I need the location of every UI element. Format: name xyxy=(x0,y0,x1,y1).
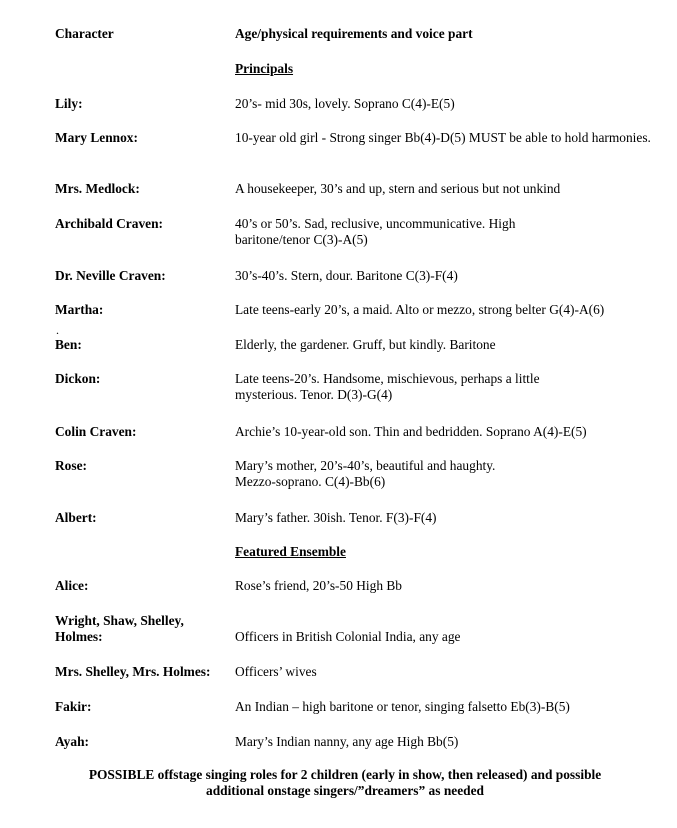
role-name: Dickon: xyxy=(55,371,101,386)
role-description: 10-year old girl - Strong singer Bb(4)-D(5) MUST be able to hold harmonies. xyxy=(235,130,651,145)
role-description: 30’s-40’s. Stern, dour. Baritone C(3)-F(4) xyxy=(235,268,458,283)
role-description: 40’s or 50’s. Sad, reclusive, uncommunicative. High baritone/tenor C(3)-A(5) xyxy=(235,216,516,247)
role-description: Rose’s friend, 20’s-50 High Bb xyxy=(235,578,403,593)
role-name: Lily: xyxy=(55,96,83,111)
role-name: Dr. Neville Craven: xyxy=(55,268,166,283)
header-requirements: Age/physical requirements and voice part xyxy=(235,26,473,41)
role-name: Ben: xyxy=(55,337,82,352)
role-name: Alice: xyxy=(55,578,89,593)
section-featured-ensemble: Featured Ensemble xyxy=(235,544,346,559)
role-name: Albert: xyxy=(55,510,97,525)
role-name: Rose: xyxy=(55,458,87,473)
role-name-line: Wright, Shaw, Shelley, xyxy=(55,613,184,628)
role-description-line: Mary’s mother, 20’s-40’s, beautiful and haughty. xyxy=(235,458,496,473)
role-name: Mrs. Shelley, Mrs. Holmes: xyxy=(55,664,211,679)
role-description xyxy=(235,458,655,490)
role-description: Mary’s Indian nanny, any age High Bb(5) xyxy=(235,734,459,749)
role-name: Mrs. Medlock: xyxy=(55,181,140,196)
role-description-line: Mezzo-soprano. C(4)-Bb(6) xyxy=(235,474,386,489)
role-name: Colin Craven: xyxy=(55,424,137,439)
role-name: Archibald Craven: xyxy=(55,216,163,231)
stray-dot: . xyxy=(56,323,59,337)
role-name: Fakir: xyxy=(55,699,92,714)
role-description: Elderly, the gardener. Gruff, but kindly. Baritone xyxy=(235,337,496,352)
role-name: Ayah: xyxy=(55,734,89,749)
header-character: Character xyxy=(55,26,114,41)
role-name: Martha: xyxy=(55,302,104,317)
role-description: Mary’s father. 30ish. Tenor. F(3)-F(4) xyxy=(235,510,437,525)
footer-note-line: POSSIBLE offstage singing roles for 2 children (early in show, then released) and possible xyxy=(88,767,602,782)
section-principals: Principals xyxy=(235,61,294,76)
role-description: An Indian – high baritone or tenor, singing falsetto Eb(3)-B(5) xyxy=(235,699,570,714)
role-description: 20’s- mid 30s, lovely. Soprano C(4)-E(5) xyxy=(235,96,455,111)
role-description: Officers’ wives xyxy=(235,664,317,679)
role-name xyxy=(55,613,233,645)
role-description: Late teens-early 20’s, a maid. Alto or mezzo, strong belter G(4)-A(6) xyxy=(235,302,605,317)
role-description: A housekeeper, 30’s and up, stern and serious but not unkind xyxy=(235,181,561,196)
role-description: Officers in British Colonial India, any age xyxy=(235,629,461,644)
footer-note xyxy=(40,767,650,799)
role-description: Late teens-20’s. Handsome, mischievous, perhaps a little mysterious. Tenor. D(3)-G(4) xyxy=(235,371,540,402)
role-description: Archie’s 10-year-old son. Thin and bedridden. Soprano A(4)-E(5) xyxy=(235,424,587,439)
footer-note-line: additional onstage singers/”dreamers” as needed xyxy=(206,783,484,798)
role-name: Mary Lennox: xyxy=(55,130,138,145)
role-name-line: Holmes: xyxy=(55,629,103,644)
